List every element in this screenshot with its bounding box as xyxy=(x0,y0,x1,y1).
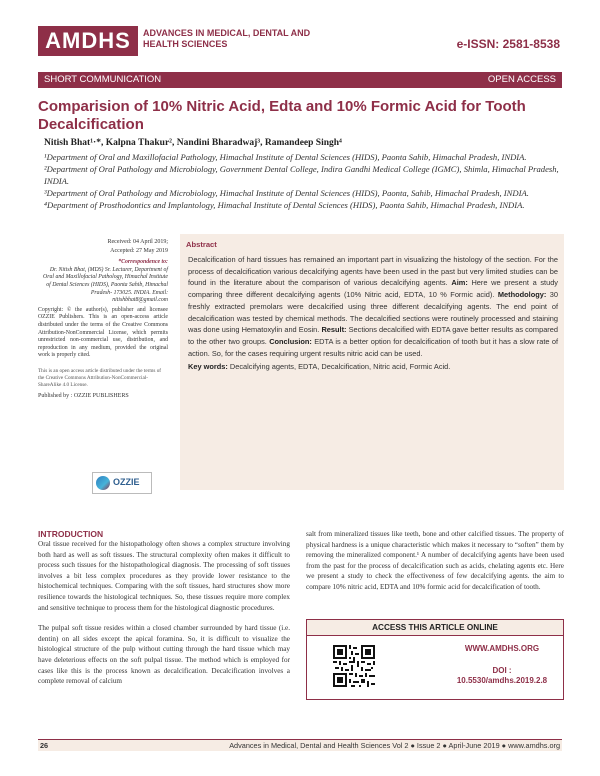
affiliation-2: ²Department of Oral Pathology and Microbiology, Government Dental College, Indira Gandhi Medical College (IGMC), Shimla, Himachal Pradesh, INDIA. xyxy=(44,164,559,186)
qr-code-icon[interactable] xyxy=(333,645,375,687)
introduction-heading: INTRODUCTION xyxy=(38,529,104,539)
journal-citation: Advances in Medical, Dental and Health Sciences Vol 2 ● Issue 2 ● April-June 2019 ● www.amdhs.org xyxy=(229,741,560,750)
abstract-intro: Decalcification of hard tissues has remained an important part in visualizing the histology of the section. For the process of decalcification various decalcifying agents have been used in the past but very limited studies can be found in the literature about the comparison of various decalcifying agents. xyxy=(188,255,558,288)
doi-block xyxy=(447,666,557,686)
abstract-aim: Here we present a study comparing three different decalcifying agents (10% Nitric acid, EDTA, 10 % Formic acid). xyxy=(188,278,558,300)
license-note: This is an open access article distributed under the terms of the Creative Commons Attribution-NonCommercial-ShareAlike 4.0 License. xyxy=(38,367,162,388)
keywords xyxy=(188,361,558,373)
journal-name: ADVANCES IN MEDICAL, DENTAL AND HEALTH SCIENCES xyxy=(143,28,311,49)
affiliations xyxy=(44,152,564,212)
affiliation-3: ³Department of Oral Pathology and Microbiology, Himachal Institute of Dental Sciences (HIDS), Paonta, Sahib, Himachal Pradesh, INDIA. xyxy=(44,187,529,198)
abstract-conclusion: EDTA is a better option for decalcification of tooth but it has a slow rate of action. So, for the cases requiring urgent results nitric acid can be used. xyxy=(188,336,559,358)
publisher-logo-text: OZZIE xyxy=(113,477,140,487)
article-info-sidebar xyxy=(38,238,168,401)
methodology-label: Methodology: xyxy=(497,290,547,300)
result-label: Result: xyxy=(321,325,347,335)
access-heading: ACCESS THIS ARTICLE ONLINE xyxy=(307,620,563,636)
journal-website-link[interactable]: WWW.AMDHS.ORG xyxy=(464,644,540,653)
affiliation-1: ¹Department of Oral and Maxillofacial Pathology, Himachal Institute of Dental Sciences (HIDS), Paonta Sahib, Himachal Pradesh, INDIA. xyxy=(44,152,527,162)
introduction-right-column xyxy=(306,529,564,593)
intro-paragraph-1: Oral tissue received for the histopathology often shows a complex structure involving both hard as well as soft tissues. The structural complexity often makes it difficult to process such tissues for the histopathological diagnosis. The processing of soft tissues involves a bit less complex procedures as they provide lower resistance to the histochemical techniques. Comparing with the soft tissues, hard structures show more resilience towards the histological techniques. So, these tissues require more complex and sensitive technique to process them for the histological diagnostic procedures. xyxy=(38,540,290,612)
abstract-result: Sections decalcified with EDTA gave better results as compared to the other two groups. xyxy=(188,325,558,346)
ozzie-logo-icon xyxy=(96,476,110,490)
author-list: Nitish Bhat¹·*, Kalpna Thakur², Nandini Bharadwaj³, Ramandeep Singh⁴ xyxy=(44,138,342,148)
correspondence-heading: *Correspondence to: xyxy=(118,259,168,266)
accepted-date: Accepted: 27 May 2019 xyxy=(110,247,168,254)
page-number: 26 xyxy=(40,741,49,750)
abstract-body xyxy=(186,254,558,373)
intro-paragraph-3: salt from mineralized tissues like teeth, bone and other calcified tissues. The property of physical hardness is a unique characteristic which makes it necessary to “soften” them by removing the mineralized component.¹ A number of decalcifying agents have been used from the past for the process of decalcification such as acids, chelating agents etc. Here we present a study to check the effectiveness of few decalcifying agents. the aim to compare 10% nitric acid, EDTA and 10% formic acid for decalcification of tooth. xyxy=(306,530,564,591)
doi-link[interactable]: 10.5530/amdhs.2019.2.8 xyxy=(456,676,548,685)
introduction-left-column xyxy=(38,539,290,697)
open-access-label: OPEN ACCESS xyxy=(487,74,556,85)
abstract-heading: Abstract xyxy=(186,240,217,249)
copyright-notice: Copyright: © the author(s), publisher and licensee OZZIE Publishers. This is an open-access article distributed under the terms of the Creative Commons Attribution-NonCommercial License, which permits unrestricted non-commercial use, distribution, and reproduction in any medium, provided the original work is properly cited. xyxy=(38,306,168,359)
issn: e-ISSN: 2581-8538 xyxy=(456,37,560,51)
keywords-list: Decalcifying agents, EDTA, Decalcification, Nitric acid, Formic Acid. xyxy=(229,362,451,372)
article-title: Comparision of 10% Nitric Acid, Edta and 10% Formic Acid for Tooth Decalcification xyxy=(38,98,526,133)
abstract-methodology: 30 freshly extracted premolars were decalcified using three different decalcifying agents. The end point of decalcification was tested by chemical methods. The decalcified sections were routinely processed and staining was done using Hematoxylin and Eosin. xyxy=(188,290,558,335)
affiliation-4: ⁴Department of Prosthodontics and Implantology, Himachal Institute of Dental Sciences (HIDS), Paonta Sahib, Himachal Pradesh, INDIA. xyxy=(44,200,525,211)
doi-label: DOI : xyxy=(492,666,512,675)
published-by: Published by : OZZIE PUBLISHERS xyxy=(38,392,129,399)
publisher-logo xyxy=(92,472,152,494)
article-type: SHORT COMMUNICATION xyxy=(44,74,162,85)
intro-paragraph-2: The pulpal soft tissue resides within a closed chamber surrounded by hard tissue (i.e. dentin) on all sides except the apical foramina. So, it is difficult to visualize the histological structure of the pulp without cutting through the hard tissue which may have deleterious effects on the soft pulpal tissue. The method which is employed for cases like this is the process known as decalcification. Decalcification involves a complete removal of calcium xyxy=(38,624,290,686)
article-type-banner xyxy=(38,72,562,88)
page-footer xyxy=(38,739,562,751)
keywords-label: Key words: xyxy=(188,362,228,372)
article-dates xyxy=(38,238,168,255)
access-article-box xyxy=(306,619,564,700)
received-date: Received: 04 April 2019; xyxy=(107,239,168,245)
journal-logo: AMDHS xyxy=(38,26,138,56)
abstract-box xyxy=(180,234,564,490)
correspondence-details: Dr. Nitish Bhat, (MDS) Sr. Lecturer, Department of Oral and Maxillofacial Pathology, Himachal Institute of Dental Sciences (HIDS), Paonta Sahib, Himachal Pradesh- 173025. INDIA. Email: nitishbhat8@gmail.com xyxy=(43,266,168,304)
aim-label: Aim: xyxy=(451,278,468,288)
conclusion-label: Conclusion: xyxy=(269,336,312,346)
